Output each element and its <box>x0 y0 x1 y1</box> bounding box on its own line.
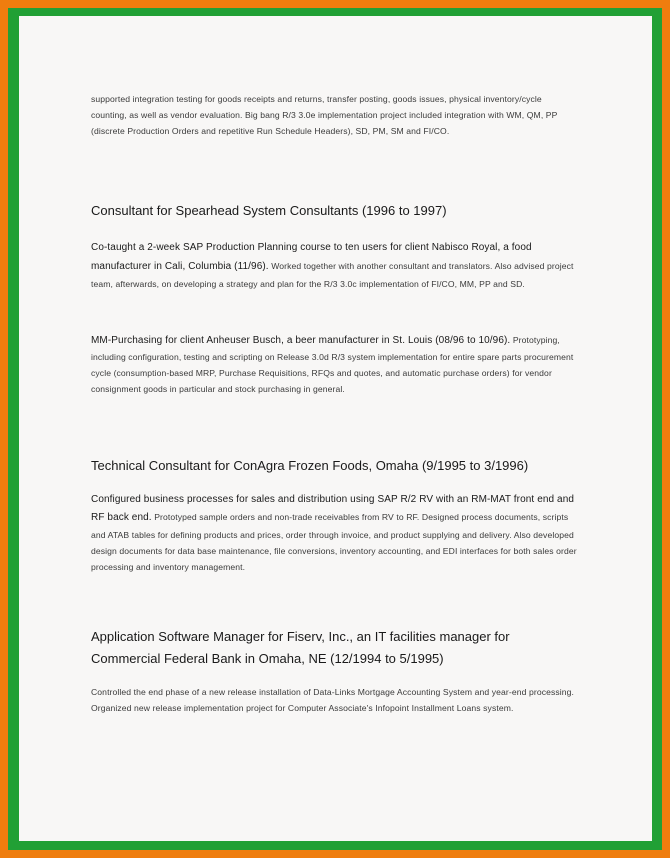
entry-lead: MM-Purchasing for client Anheuser Busch, a beer manufacturer in St. Louis (08/96 to 10/96). <box>91 335 511 346</box>
resume-page <box>19 16 652 841</box>
entry-paragraph <box>91 684 577 716</box>
entry-paragraph <box>91 332 577 397</box>
entry-paragraph <box>91 491 577 575</box>
entry-paragraph <box>91 238 577 292</box>
entry-body: Controlled the end phase of a new release installation of Data-Links Mortgage Accounting System and year-end processing. Organized new release implementation project for Computer Associate's Infopoint Installment Loans system. <box>91 687 575 713</box>
entry-lead: Configured business processes for sales and distribution using SAP R/2 RV with an RM-MAT front end and RF back end. <box>91 494 575 523</box>
section-heading: Technical Consultant for ConAgra Frozen Foods, Omaha (9/1995 to 3/1996) <box>91 458 529 473</box>
entry-body: Prototyped sample orders and non-trade receivables from RV to RF. Designed process documents, scripts and ATAB tables for defining products and prices, order through invoice, and product supplying and delivery. Also developed design documents for data base maintenance, file conversions, inventory accounting, and EDI interfaces for both sales order processing and inventory management. <box>91 512 577 572</box>
entry-body: Worked together with another consultant and translators. Also advised project team, afterwards, on developing a strategy and plan for the R/3 3.0c implementation of FI/CO, MM, PP and SD. <box>91 261 574 289</box>
section-heading: Consultant for Spearhead System Consultants (1996 to 1997) <box>91 203 447 218</box>
intro-paragraph: supported integration testing for goods receipts and returns, transfer posting, goods issues, physical inventory/cycle counting, as well as vendor evaluation. Big bang R/3 3.0e implementation project included integration with WM, QM, PP (discrete Production Orders and repetitive Run Schedule Headers), SD, PM, SM and FI/CO. <box>91 94 558 136</box>
entry-body: Prototyping, including configuration, testing and scripting on Release 3.0d R/3 system implementation for entire spare parts procurement cycle (consumption-based MRP, Purchase Requisitions, RFQs and quotes, and automatic purchase orders) for vendor consignment goods in particular and stock purchasing in general. <box>91 335 574 394</box>
section-heading: Application Software Manager for Fiserv, Inc., an IT facilities manager for Commercial Federal Bank in Omaha, NE (12/1994 to 5/1995) <box>91 629 510 666</box>
entry-lead: Co-taught a 2-week SAP Production Planning course to ten users for client Nabisco Royal, a food manufacturer in Cali, Columbia (11/96). <box>91 242 532 272</box>
